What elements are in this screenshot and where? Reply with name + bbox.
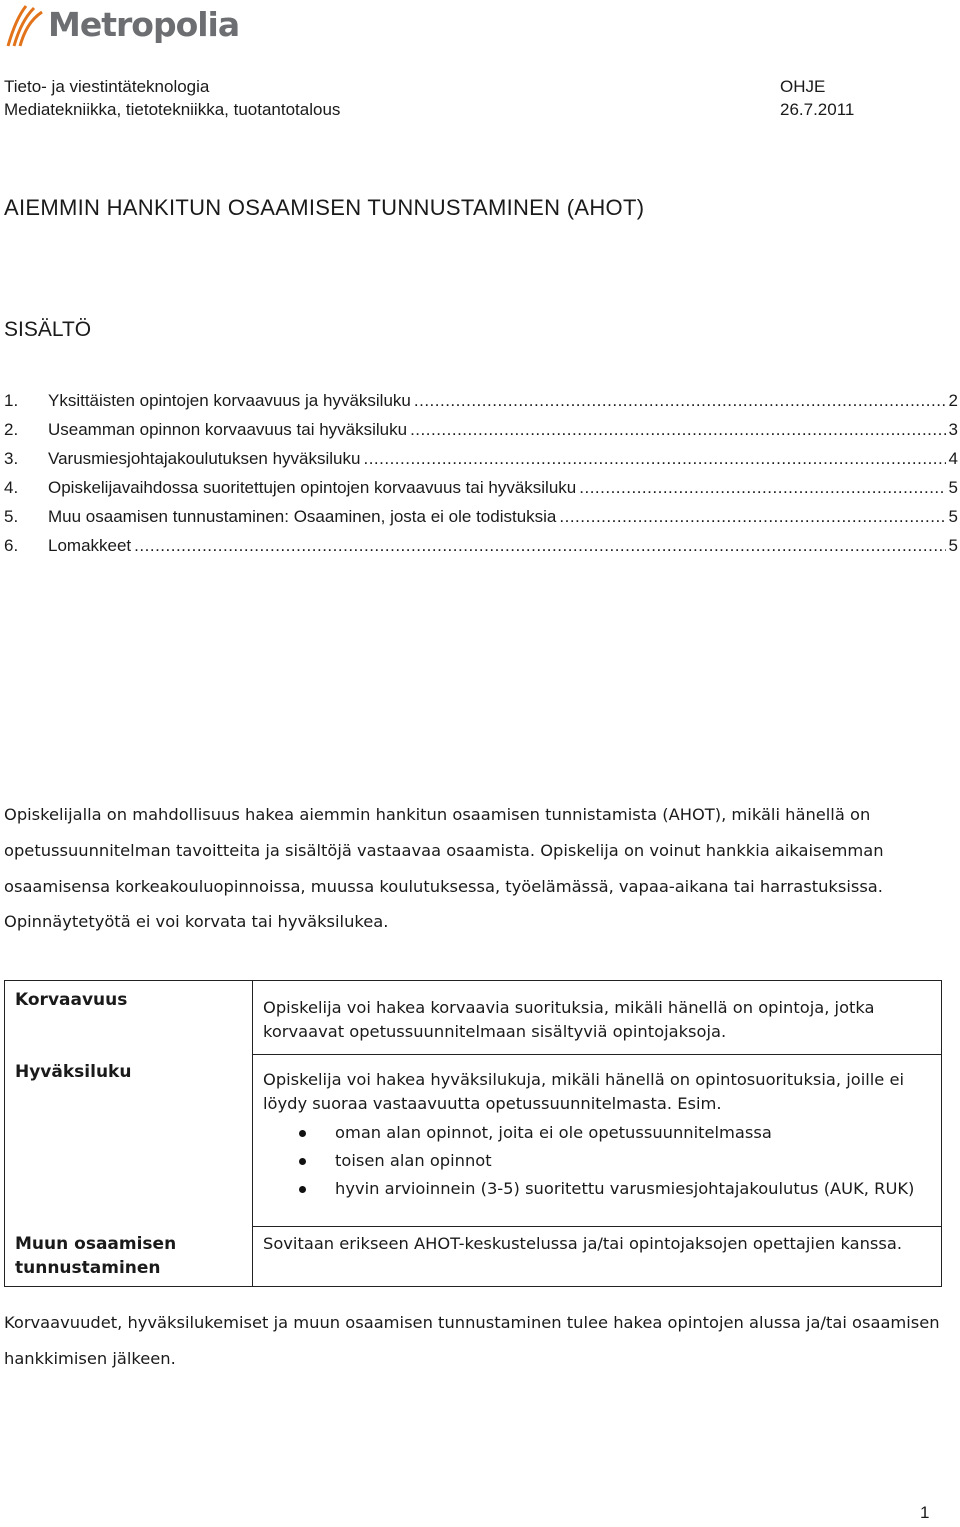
toc-entry-label: Lomakkeet: [48, 536, 132, 555]
term-muun-osaamisen-tunnustaminen: Muun osaamisen tunnustaminen: [15, 1234, 177, 1278]
metropolia-logo: [4, 2, 240, 50]
header-doc-type: OHJE: [780, 77, 826, 96]
toc-entry[interactable]: [4, 536, 958, 565]
toc-entry-label: Opiskelijavaihdossa suoritettujen opintojen korvaavuus tai hyväksiluku: [48, 478, 577, 497]
toc-leader-dots: [414, 391, 946, 411]
toc-entry[interactable]: [4, 478, 958, 507]
toc-leader-dots: [134, 536, 945, 556]
hyvaksiluku-examples: [295, 1121, 935, 1205]
toc-entry-page: 3: [948, 420, 958, 439]
toc-entry-number: 6.: [4, 536, 19, 555]
bullet-icon: [299, 1130, 306, 1137]
table-of-contents: [4, 391, 958, 565]
definition-hyvaksiluku: Opiskelija voi hakea hyväksilukuja, mikäli hänellä on opintosuorituksia, joille ei löydy suoraa vastaavuutta opetussuunnitelmasta. Esim.: [263, 1070, 905, 1113]
toc-entry[interactable]: [4, 391, 958, 420]
term-korvaavuus: Korvaavuus: [15, 990, 128, 1010]
list-item: [295, 1177, 935, 1201]
list-item-text: hyvin arvioinnein (3-5) suoritettu varusmiesjohtajakoulutus (AUK, RUK): [335, 1179, 915, 1198]
toc-entry-label: Muu osaamisen tunnustaminen: Osaaminen, josta ei ole todistuksia: [48, 507, 557, 526]
list-item: [295, 1149, 935, 1173]
toc-entry[interactable]: [4, 507, 958, 536]
toc-entry-page: 4: [948, 449, 958, 468]
intro-paragraph: Opiskelijalla on mahdollisuus hakea aiemmin hankitun osaamisen tunnistamista (AHOT), mikäli hänellä on opetussuunnitelman tavoitteita ja sisältöjä vastaavaa osaamista. Opiskelija on voinut hankkia aikaisemman osaamisensa korkeakouluopinnoissa, muussa koulutuksessa, työelämässä, vapaa-aikana tai harrastuksissa. Opinnäytetyötä ei voi korvata tai hyväksilukea.: [4, 805, 884, 932]
table-row-divider: [252, 1226, 941, 1227]
toc-leader-dots: [363, 449, 945, 469]
term-hyvaksiluku: Hyväksiluku: [15, 1062, 132, 1082]
toc-entry-number: 1.: [4, 391, 19, 410]
toc-entry-label: Useamman opinnon korvaavuus tai hyväksiluku: [48, 420, 408, 439]
document-title: AIEMMIN HANKITUN OSAAMISEN TUNNUSTAMINEN (AHOT): [4, 195, 645, 220]
header-date: 26.7.2011: [780, 100, 855, 119]
list-item-text: toisen alan opinnot: [335, 1151, 492, 1170]
header-department: Tieto- ja viestintäteknologia: [4, 77, 210, 96]
toc-entry-page: 5: [948, 507, 958, 526]
toc-entry[interactable]: [4, 420, 958, 449]
toc-leader-dots: [410, 420, 945, 440]
toc-entry-page: 5: [948, 536, 958, 555]
toc-leader-dots: [559, 507, 945, 527]
bullet-icon: [299, 1186, 306, 1193]
table-column-divider: [252, 981, 253, 1286]
toc-leader-dots: [579, 478, 945, 498]
logo-wordmark: Metropolia: [48, 5, 240, 44]
definition-muun-osaamisen-tunnustaminen: Sovitaan erikseen AHOT-keskustelussa ja/tai opintojaksojen opettajien kanssa.: [263, 1234, 903, 1253]
toc-entry[interactable]: [4, 449, 958, 478]
definition-korvaavuus: Opiskelija voi hakea korvaavia suorituksia, mikäli hänellä on opintoja, jotka korvaavat opetussuunnitelmaan sisältyviä opintojaksoja.: [263, 998, 875, 1041]
list-item-text: oman alan opinnot, joita ei ole opetussuunnitelmassa: [335, 1123, 772, 1142]
toc-entry-label: Yksittäisten opintojen korvaavuus ja hyväksiluku: [48, 391, 411, 410]
toc-entry-number: 5.: [4, 507, 19, 526]
toc-entry-page: 2: [948, 391, 958, 410]
toc-heading: SISÄLTÖ: [4, 318, 92, 341]
closing-paragraph: Korvaavuudet, hyväksilukemiset ja muun osaamisen tunnustaminen tulee hakea opintojen alussa ja/tai osaamisen hankkimisen jälkeen.: [4, 1313, 940, 1368]
toc-entry-number: 2.: [4, 420, 19, 439]
page-number: 1: [920, 1503, 930, 1522]
toc-entry-page: 5: [948, 478, 958, 497]
header-programmes: Mediatekniikka, tietotekniikka, tuotantotalous: [4, 100, 341, 119]
logo-mark-icon: [4, 2, 48, 50]
list-item: [295, 1121, 935, 1145]
definitions-table: [4, 980, 942, 1287]
toc-entry-number: 3.: [4, 449, 19, 468]
toc-entry-number: 4.: [4, 478, 19, 497]
bullet-icon: [299, 1158, 306, 1165]
table-row-divider: [252, 1054, 941, 1055]
toc-entry-label: Varusmiesjohtajakoulutuksen hyväksiluku: [48, 449, 361, 468]
